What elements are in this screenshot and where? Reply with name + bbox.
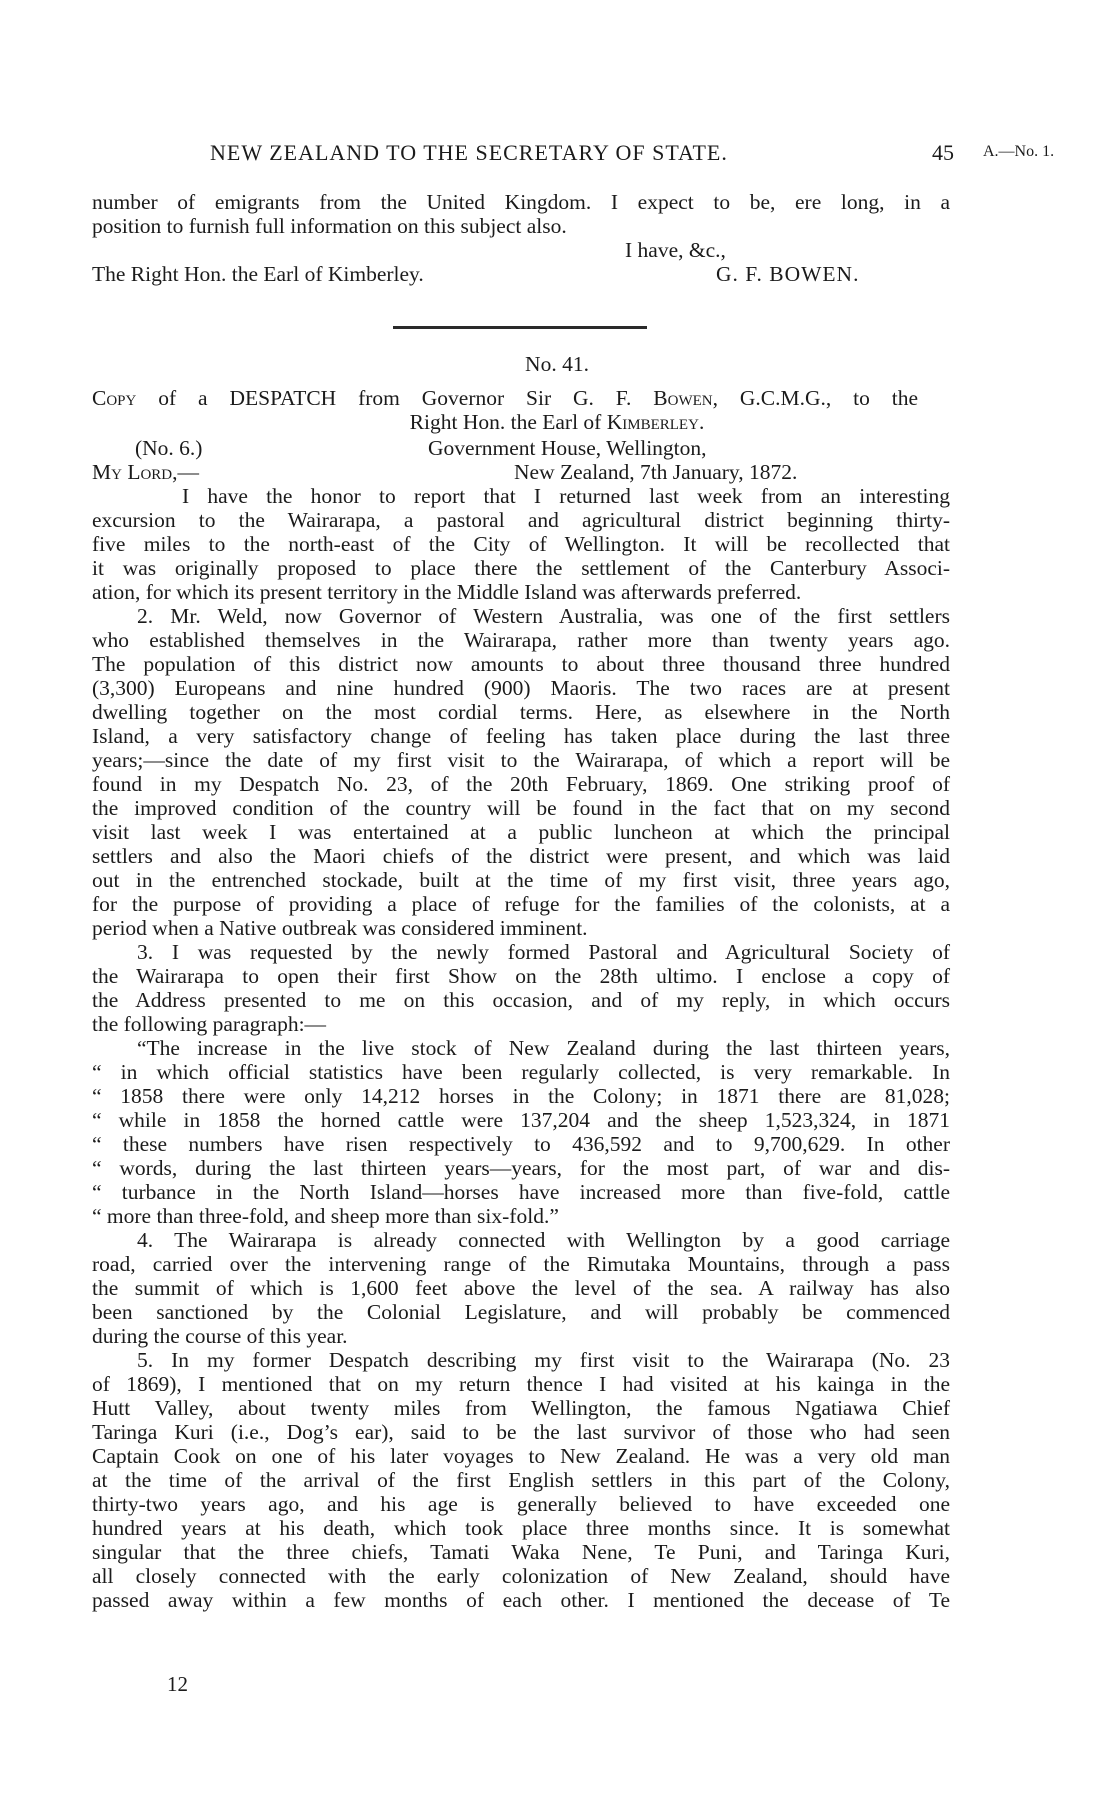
quote-line: “The increase in the live stock of New Zealand during the last thirteen years,	[137, 1036, 950, 1060]
body-line: I have the honor to report that I returned last week from an interesting	[182, 484, 950, 508]
body-line: excursion to the Wairarapa, a pastoral and agricultural district beginning thirty-	[92, 508, 950, 532]
despatch-title-line1	[92, 386, 918, 411]
address-line1: Government House, Wellington,	[428, 436, 707, 460]
signature-mark: 12	[167, 1672, 188, 1696]
quote-line: “ while in 1858 the horned cattle were 137,204 and the sheep 1,523,324, in 1871	[92, 1108, 950, 1132]
title-kimberley: Kimberley	[606, 410, 699, 434]
title-text: .	[698, 410, 705, 434]
salutation: My Lord,—	[92, 460, 200, 484]
body-line: Island, a very satisfactory change of feeling has taken place during the last three	[92, 724, 950, 748]
body-line: at the time of the arrival of the first English settlers in this part of the Colony,	[92, 1468, 950, 1492]
body-line: ation, for which its present territory in the Middle Island was afterwards preferred.	[92, 580, 802, 604]
letter-closing: I have, &c.,	[625, 238, 726, 262]
body-line: Taringa Kuri (i.e., Dog’s ear), said to be the last survivor of those who had seen	[92, 1420, 950, 1444]
title-bowen: Bowen	[653, 386, 713, 410]
body-line: of 1869), I mentioned that on my return thence I had visited at his kainga in the	[92, 1372, 950, 1396]
body-line: out in the entrenched stockade, built at the time of my first visit, three years ago,	[92, 868, 950, 892]
body-line: the Wairarapa to open their first Show on the 28th ultimo. I enclose a copy of	[92, 964, 950, 988]
page-number: 45	[932, 140, 954, 165]
quote-line: “ 1858 there were only 14,212 horses in the Colony; in 1871 there are 81,028;	[92, 1084, 950, 1108]
body-line: years;—since the date of my first visit to the Wairarapa, of which a report will be	[92, 748, 950, 772]
title-text: Right Hon. the Earl of	[409, 410, 607, 434]
body-line: (3,300) Europeans and nine hundred (900) Maoris. The two races are at present	[92, 676, 950, 700]
letter-addressee: The Right Hon. the Earl of Kimberley.	[92, 262, 424, 286]
title-text: , G.C.M.G., to the	[712, 386, 919, 410]
body-line: found in my Despatch No. 23, of the 20th February, 1869. One striking proof of	[92, 772, 950, 796]
body-line: 3. I was requested by the newly formed Pastoral and Agricultural Society of	[137, 940, 950, 964]
despatch-number: No. 41.	[525, 352, 589, 376]
paper-reference: A.—No. 1.	[983, 143, 1055, 160]
body-line: The population of this district now amounts to about three thousand three hundred	[92, 652, 950, 676]
letter-signature: G. F. BOWEN.	[716, 262, 860, 286]
body-line: for the purpose of providing a place of refuge for the families of the colonists, at a	[92, 892, 950, 916]
quote-line: “ more than three-fold, and sheep more than six-fold.”	[92, 1204, 559, 1228]
despatch-ref-no: (No. 6.)	[135, 436, 203, 460]
body-line: the Address presented to me on this occasion, and of my reply, in which occurs	[92, 988, 950, 1012]
body-line: thirty-two years ago, and his age is generally believed to have exceeded one	[92, 1492, 950, 1516]
quote-line: “ turbance in the North Island—horses have increased more than five-fold, cattle	[92, 1180, 950, 1204]
despatch-title-line2	[0, 410, 1114, 435]
body-line: period when a Native outbreak was considered imminent.	[92, 916, 588, 940]
body-line: Hutt Valley, about twenty miles from Wellington, the famous Ngatiawa Chief	[92, 1396, 950, 1420]
body-line: 4. The Wairarapa is already connected with Wellington by a good carriage	[137, 1228, 950, 1252]
running-title: NEW ZEALAND TO THE SECRETARY OF STATE.	[210, 140, 728, 165]
quote-line: “ words, during the last thirteen years—years, for the most part, of war and dis-	[92, 1156, 950, 1180]
prev-letter-line: number of emigrants from the United Kingdom. I expect to be, ere long, in a	[92, 190, 950, 214]
body-line: 2. Mr. Weld, now Governor of Western Australia, was one of the first settlers	[137, 604, 950, 628]
prev-letter-line: position to furnish full information on this subject also.	[92, 214, 567, 238]
body-line: hundred years at his death, which took place three months since. It is somewhat	[92, 1516, 950, 1540]
body-line: during the course of this year.	[92, 1324, 348, 1348]
title-text: of a DESPATCH from Governor Sir G. F.	[136, 386, 654, 410]
body-line: the following paragraph:—	[92, 1012, 327, 1036]
body-line: settlers and also the Maori chiefs of the district were present, and which was laid	[92, 844, 950, 868]
body-line: singular that the three chiefs, Tamati Waka Nene, Te Puni, and Taringa Kuri,	[92, 1540, 950, 1564]
body-line: who established themselves in the Wairarapa, rather more than twenty years ago.	[92, 628, 950, 652]
quote-line: “ these numbers have risen respectively to 436,592 and to 9,700,629. In other	[92, 1132, 950, 1156]
body-line: road, carried over the intervening range of the Rimutaka Mountains, through a pass	[92, 1252, 950, 1276]
address-line2: New Zealand, 7th January, 1872.	[514, 460, 798, 484]
section-divider	[393, 326, 647, 329]
body-line: the summit of which is 1,600 feet above the level of the sea. A railway has also	[92, 1276, 950, 1300]
body-line: visit last week I was entertained at a public luncheon at which the principal	[92, 820, 950, 844]
body-line: dwelling together on the most cordial terms. Here, as elsewhere in the North	[92, 700, 950, 724]
body-line: been sanctioned by the Colonial Legislature, and will probably be commenced	[92, 1300, 950, 1324]
body-line: the improved condition of the country will be found in the fact that on my second	[92, 796, 950, 820]
body-line: Captain Cook on one of his later voyages to New Zealand. He was a very old man	[92, 1444, 950, 1468]
title-copy: Copy	[92, 386, 137, 410]
body-line: five miles to the north-east of the City of Wellington. It will be recollected that	[92, 532, 950, 556]
body-line: passed away within a few months of each other. I mentioned the decease of Te	[92, 1588, 950, 1612]
body-line: 5. In my former Despatch describing my first visit to the Wairarapa (No. 23	[137, 1348, 950, 1372]
quote-line: “ in which official statistics have been regularly collected, is very remarkable. In	[92, 1060, 950, 1084]
body-line: all closely connected with the early colonization of New Zealand, should have	[92, 1564, 950, 1588]
body-line: it was originally proposed to place there the settlement of the Canterbury Associ-	[92, 556, 950, 580]
